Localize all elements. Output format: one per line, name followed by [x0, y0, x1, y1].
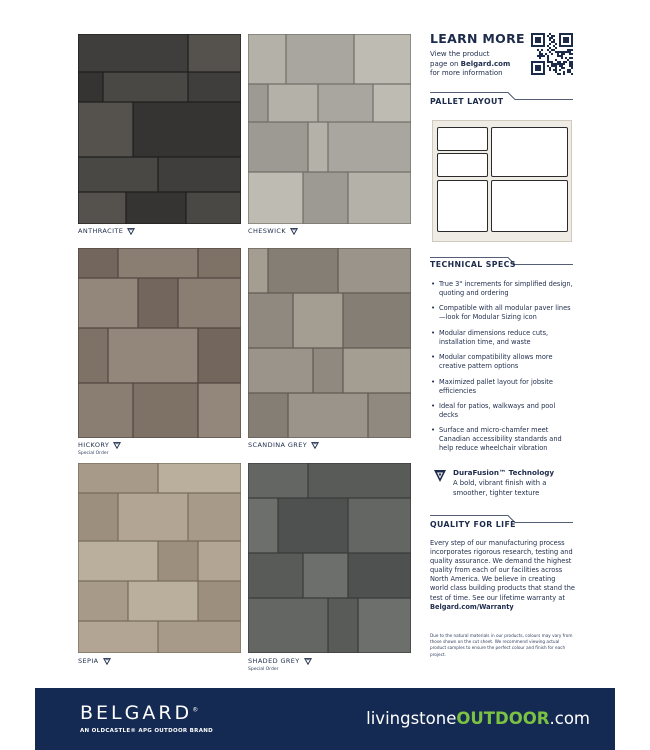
belgard-link[interactable]: Belgard.com — [460, 59, 511, 68]
paver-stone — [319, 85, 373, 122]
list-item: • Ideal for patios, walkways and pool decks — [430, 402, 575, 420]
pallet-piece — [491, 127, 568, 177]
brand-tagline: AN OLDCASTLE® APG OUTDOOR BRAND — [80, 728, 214, 734]
paver-stone — [159, 622, 241, 653]
paver-stone — [294, 294, 343, 348]
paver-stone — [249, 349, 313, 393]
modular-sizing-icon — [311, 441, 319, 449]
paver-pattern — [248, 248, 411, 438]
paver-stone — [79, 622, 158, 653]
special-order-note: Special Order — [78, 451, 109, 456]
paver-stone — [249, 249, 268, 293]
paver-stone — [349, 173, 411, 224]
swatch-label: CHESWICK — [248, 227, 298, 235]
paver-stone — [199, 384, 241, 438]
swatch-label: SCANDINA GREY — [248, 441, 319, 449]
footer-banner — [35, 688, 615, 750]
paver-stone — [199, 329, 241, 383]
section-divider — [430, 92, 573, 100]
paver-stone — [119, 249, 198, 278]
swatch-label: HICKORY — [78, 441, 121, 449]
paver-stone — [79, 158, 158, 192]
paver-stone — [249, 394, 288, 438]
modular-sizing-icon — [290, 227, 298, 235]
paver-stone — [179, 279, 241, 328]
list-item: • True 3" increments for simplified design, quoting and ordering — [430, 280, 575, 298]
paver-stone — [249, 85, 268, 122]
paver-stone — [249, 499, 278, 553]
section-divider — [430, 257, 573, 265]
modular-sizing-icon — [304, 657, 312, 665]
paver-stone — [304, 173, 348, 224]
learn-more-title: LEARN MORE — [430, 31, 525, 46]
paver-pattern — [78, 248, 241, 438]
paver-stone — [134, 384, 198, 438]
swatch-anthracite — [78, 34, 241, 224]
paver-stone — [249, 599, 328, 653]
paver-stone — [344, 294, 411, 348]
list-item: • Compatible with all modular paver lines—look for Modular Sizing icon — [430, 304, 575, 322]
website-link[interactable]: livingstoneOUTDOOR.com — [366, 709, 590, 728]
paver-stone — [129, 582, 198, 621]
paver-stone — [289, 394, 368, 438]
paver-stone — [79, 249, 118, 278]
paver-stone — [79, 582, 128, 621]
quality-heading: QUALITY FOR LIFE — [430, 520, 516, 529]
technical-specs-heading: TECHNICAL SPECS — [430, 260, 516, 269]
paver-pattern — [78, 34, 241, 224]
paver-stone — [355, 35, 411, 84]
durafusion-shield-icon — [432, 468, 448, 484]
pallet-piece — [437, 180, 488, 232]
paver-stone — [79, 103, 133, 157]
swatch-sepia — [78, 463, 241, 653]
paver-stone — [304, 554, 348, 598]
pallet-piece — [491, 180, 568, 232]
paver-stone — [79, 329, 108, 383]
paver-stone — [249, 554, 303, 598]
swatch-label: SEPIA — [78, 657, 111, 665]
durafusion-text: A bold, vibrant finish with a smoother, tighter texture — [453, 479, 547, 497]
pallet-piece — [437, 153, 488, 177]
paver-stone — [199, 542, 241, 581]
paver-stone — [359, 599, 411, 653]
list-item: • Surface and micro-chamfer meet Canadian accessibility standards and help reduce wheelchair vibration — [430, 426, 575, 453]
section-divider — [430, 515, 573, 523]
paver-stone — [79, 193, 126, 224]
swatch-scandina-grey — [248, 248, 411, 438]
paver-stone — [187, 193, 241, 224]
paver-stone — [159, 542, 198, 581]
modular-sizing-icon — [113, 441, 121, 449]
paver-stone — [189, 35, 241, 72]
quality-text: Every step of our manufacturing process incorporates rigorous research, testing and quality assurance. We demand the highest quality from each of our facilities across North America. We believe in creating world class building products that stand the test of time. See our lifetime warranty at Belgard.com/Warranty — [430, 539, 575, 611]
swatch-label: ANTHRACITE — [78, 227, 135, 235]
pallet-layout-heading: PALLET LAYOUT — [430, 97, 504, 106]
learn-more-text: View the product page on Belgard.com for more information — [430, 50, 511, 77]
technical-specs-list — [430, 280, 575, 460]
paver-stone — [249, 173, 303, 224]
paver-stone — [269, 85, 318, 122]
paver-stone — [139, 279, 178, 328]
paver-stone — [374, 85, 411, 122]
paver-stone — [309, 123, 328, 172]
paver-stone — [199, 582, 241, 621]
paver-stone — [79, 494, 118, 541]
paver-stone — [79, 542, 158, 581]
paver-pattern — [248, 34, 411, 224]
paver-stone — [339, 249, 411, 293]
modular-sizing-icon — [103, 657, 111, 665]
paver-pattern — [248, 463, 411, 653]
paver-stone — [189, 73, 241, 102]
paver-stone — [329, 123, 411, 172]
durafusion-title: DuraFusion™ Technology — [453, 468, 555, 477]
paver-stone — [79, 464, 158, 493]
belgard-logo: BELGARD® — [80, 702, 199, 724]
paver-stone — [329, 599, 358, 653]
paver-stone — [344, 349, 411, 393]
swatch-cheswick — [248, 34, 411, 224]
paver-stone — [349, 499, 411, 553]
paver-stone — [269, 249, 338, 293]
paver-stone — [199, 249, 241, 278]
pallet-piece — [437, 127, 488, 151]
paver-stone — [79, 384, 133, 438]
swatch-shaded-grey — [248, 463, 411, 653]
modular-sizing-icon — [127, 227, 135, 235]
colour-disclaimer: Due to the natural materials in our products, colours may vary from those shown on the cut sheet. We recommend viewing actual product samples to ensure the perfect colour and finish for each project. — [430, 633, 573, 657]
paver-stone — [309, 464, 411, 498]
paver-stone — [134, 103, 241, 157]
pallet-layout-diagram — [432, 120, 572, 242]
paver-stone — [79, 73, 103, 102]
paver-stone — [249, 123, 308, 172]
paver-stone — [109, 329, 198, 383]
paver-pattern — [78, 463, 241, 653]
swatch-label: SHADED GREY — [248, 657, 312, 665]
paver-stone — [159, 464, 241, 493]
paver-stone — [159, 158, 241, 192]
paver-stone — [119, 494, 188, 541]
paver-stone — [349, 554, 411, 598]
paver-stone — [104, 73, 188, 102]
qr-code-icon[interactable] — [531, 33, 573, 75]
paver-stone — [369, 394, 411, 438]
list-item: • Modular compatibility allows more creative pattern options — [430, 353, 575, 371]
paver-stone — [279, 499, 348, 553]
paver-stone — [79, 35, 188, 72]
paver-stone — [189, 494, 241, 541]
paver-stone — [249, 294, 293, 348]
paver-stone — [249, 464, 308, 498]
paver-stone — [249, 35, 286, 84]
swatch-hickory — [78, 248, 241, 438]
list-item: • Maximized pallet layout for jobsite efficiencies — [430, 378, 575, 396]
list-item: • Modular dimensions reduce cuts, installation time, and waste — [430, 329, 575, 347]
warranty-link[interactable]: Belgard.com/Warranty — [430, 602, 514, 611]
paver-stone — [314, 349, 343, 393]
paver-stone — [127, 193, 186, 224]
paver-stone — [287, 35, 354, 84]
paver-stone — [79, 279, 138, 328]
special-order-note: Special Order — [248, 667, 279, 672]
